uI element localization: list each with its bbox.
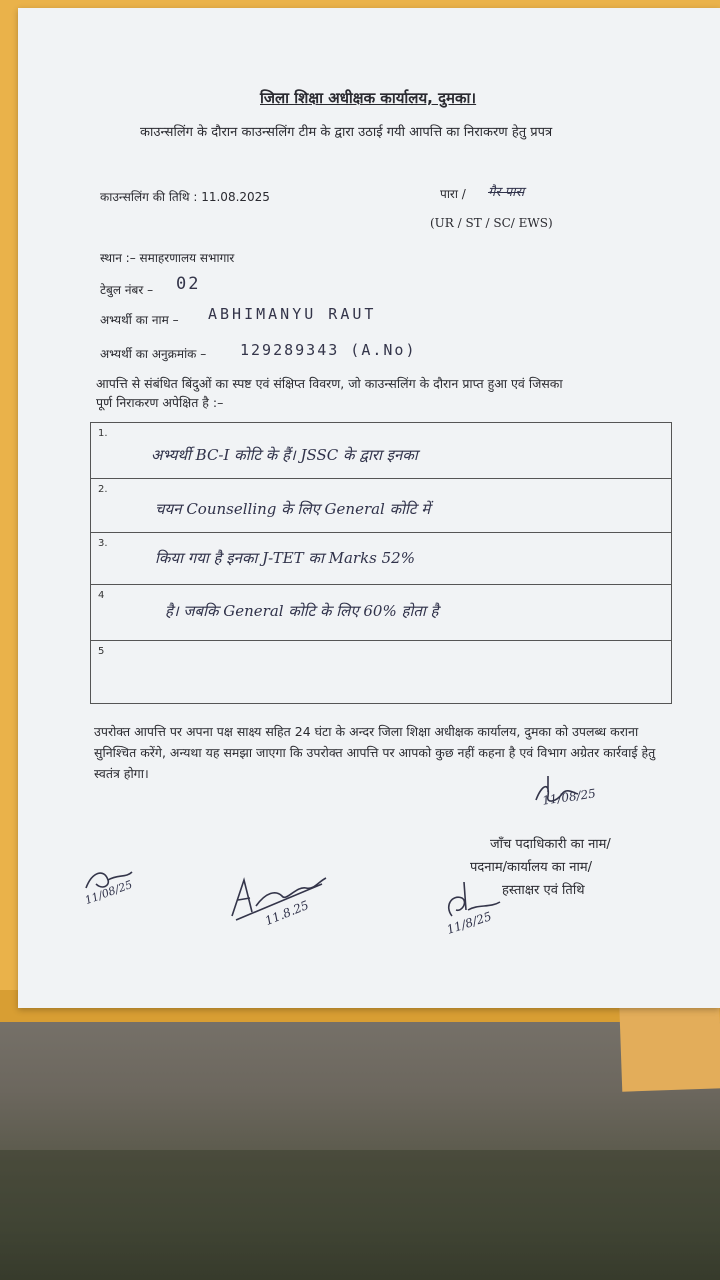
- left-signature-date: 11/08/25: [83, 877, 135, 908]
- table-row: [91, 584, 671, 641]
- officer-name-label: जाँच पदाधिकारी का नाम/: [490, 837, 611, 852]
- table-row: [91, 640, 671, 703]
- table-row: [91, 532, 671, 585]
- objection-intro-line1: आपत्ति से संबंधित बिंदुओं का स्पष्ट एवं संक्षिप्त विवरण, जो काउन्सलिंग के दौरान प्राप्त हुआ एवं जिसका: [96, 376, 563, 391]
- row-number: 5: [98, 646, 105, 657]
- row-number: 4: [98, 590, 105, 601]
- table-row: [91, 478, 671, 533]
- ground-shadow: [0, 1150, 720, 1280]
- right-signature-date: 11/8/25: [444, 909, 494, 937]
- row-text: किया गया है इनका J-TET का Marks 52%: [155, 549, 415, 567]
- row-number: 3.: [98, 538, 108, 549]
- para-label: पारा /: [440, 187, 466, 201]
- row-number: 2.: [98, 484, 108, 495]
- officer-designation-label: पदनाम/कार्यालय का नाम/: [470, 860, 592, 875]
- counselling-date: काउन्सलिंग की तिथि : 11.08.2025: [100, 190, 270, 204]
- table-row: [91, 423, 671, 478]
- candidate-name-value: ABHIMANYU RAUT: [208, 305, 377, 323]
- objection-intro-line2: पूर्ण निराकरण अपेक्षित है :–: [96, 395, 224, 410]
- row-text: है। जबकि General कोटि के लिए 60% होता है: [165, 602, 439, 620]
- row-text: चयन Counselling के लिए General कोटि में: [155, 500, 431, 518]
- right-signature: [438, 876, 518, 926]
- venue: स्थान :– समाहरणालय सभागार: [100, 251, 235, 265]
- roll-number-label: अभ्यर्थी का अनुक्रमांक –: [100, 347, 207, 361]
- category-options: (UR / ST / SC/ EWS): [430, 216, 553, 230]
- row-number: 1.: [98, 428, 108, 439]
- roll-number-value: 129289343 (A.No): [240, 341, 417, 359]
- middle-signature: [226, 866, 336, 929]
- table-number-label: टेबुल नंबर –: [100, 283, 154, 297]
- left-signature: [78, 860, 148, 900]
- officer-signature-date: 11/08/25: [541, 786, 597, 808]
- officer-signature-label: हस्ताक्षर एवं तिथि: [502, 883, 585, 898]
- middle-signature-date: 11.8.25: [263, 897, 311, 929]
- notice-paragraph: उपरोक्त आपत्ति पर अपना पक्ष साक्ष्य सहित 24 घंटा के अन्दर जिला शिक्षा अधीक्षक कार्यालय, दुमका को उपलब्ध कराना सुनिश्चित करेंगे, अन्यथा यह समझा जाएगा कि उपरोक्त आपत्ति पर आपको कुछ नहीं कहना है एवं विभाग अग्रेतर कार्रवाई हेतु स्वतंत्र होगा।: [94, 724, 656, 781]
- form-title: काउन्सलिंग के दौरान काउन्सलिंग टीम के द्वारा उठाई गयी आपत्ति का निराकरण हेतु प्रपत्र: [140, 125, 553, 140]
- officer-signature: [526, 772, 626, 812]
- candidate-name-label: अभ्यर्थी का नाम –: [100, 313, 179, 327]
- office-title: जिला शिक्षा अधीक्षक कार्यालय, दुमका।: [260, 89, 477, 107]
- table-number-value: 02: [176, 274, 201, 294]
- para-value: गैर पारा: [488, 185, 525, 200]
- objection-table: [90, 422, 672, 704]
- row-text: अभ्यर्थी BC-I कोटि के हैं। JSSC के द्वारा इनका: [151, 446, 418, 464]
- objection-form: [18, 8, 720, 1008]
